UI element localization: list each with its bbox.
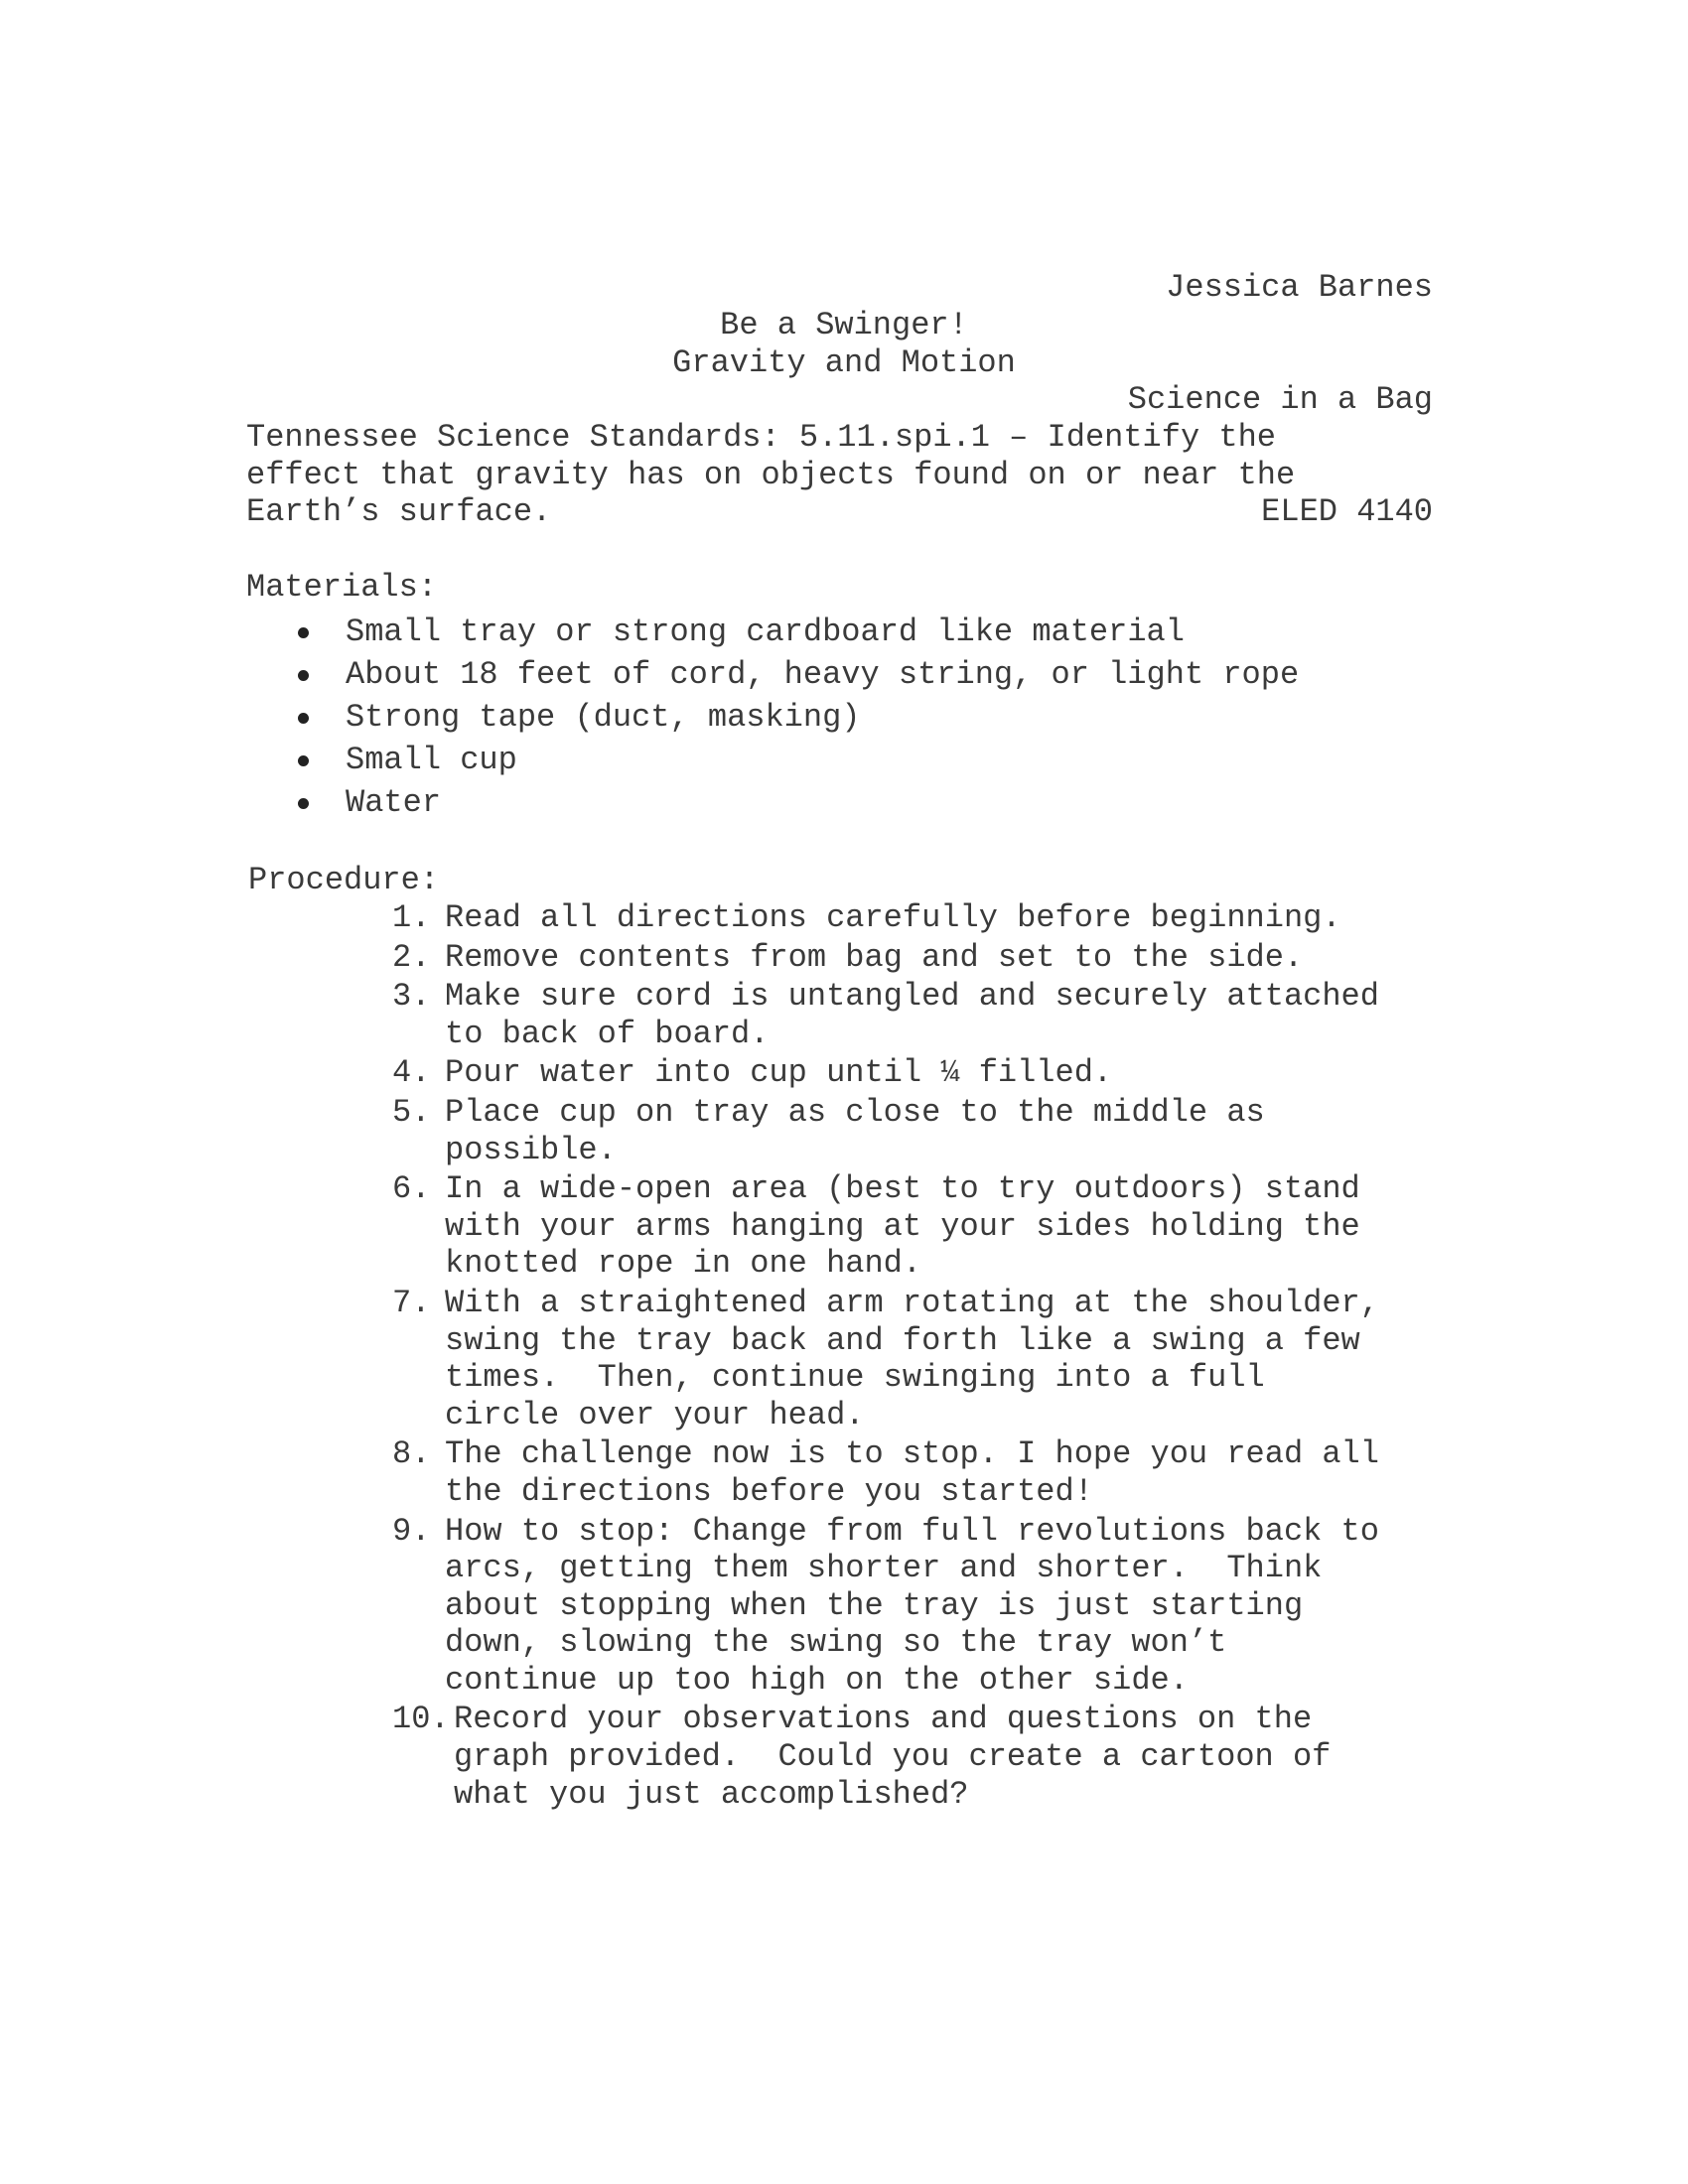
list-item	[246, 611, 1299, 653]
procedure-step	[392, 1435, 1425, 1510]
step-text: Place cup on tray as close to the middle as possible.	[445, 1093, 1265, 1168]
step-text: Record your observations and questions on the graph provided. Could you create a cartoon of what you just accomplished?	[454, 1701, 1332, 1813]
procedure-heading: Procedure:	[248, 862, 440, 898]
procedure-step	[392, 978, 1425, 1052]
step-number: 4.	[392, 1054, 431, 1092]
procedure-step	[392, 1054, 1425, 1092]
procedure-step	[392, 1170, 1425, 1283]
step-number: 9.	[392, 1512, 431, 1550]
step-number: 2.	[392, 938, 431, 976]
bullet-icon	[298, 755, 309, 766]
bullet-icon	[298, 670, 309, 681]
step-text: How to stop: Change from full revolutions back to arcs, getting them shorter and shorter. Think about stopping when the tray is just starting down, slowing the swing so the tray won’t continue up too high on the other side.	[445, 1512, 1379, 1699]
author-name: Jessica Barnes	[1166, 269, 1433, 307]
course-code: ELED 4140	[1261, 492, 1433, 530]
materials-list	[246, 611, 1299, 824]
document-subtitle: Gravity and Motion	[672, 343, 1016, 381]
step-number: 7.	[392, 1284, 431, 1321]
list-item	[246, 781, 1299, 824]
bullet-icon	[298, 713, 309, 724]
procedure-step	[392, 1285, 1425, 1433]
step-text: Pour water into cup until ¼ filled.	[445, 1054, 1113, 1092]
step-text: Make sure cord is untangled and securely attached to back of board.	[445, 978, 1379, 1052]
document-title-block	[0, 307, 1688, 381]
material-label: Small cup	[346, 742, 517, 778]
procedure-step	[392, 1094, 1425, 1168]
science-standards-paragraph: Tennessee Science Standards: 5.11.spi.1 – Identify the effect that gravity has on objects found on or near the Earth’s surface.	[246, 419, 1296, 531]
project-name: Science in a Bag	[1127, 380, 1433, 418]
materials-heading: Materials:	[246, 569, 438, 606]
author-header	[1128, 195, 1433, 606]
step-text: In a wide-open area (best to try outdoors) stand with your arms hanging at your sides holding the knotted rope in one hand.	[445, 1170, 1360, 1283]
step-number: 10.	[392, 1701, 450, 1738]
step-number: 5.	[392, 1093, 431, 1131]
list-item	[246, 696, 1299, 739]
step-text: Remove contents from bag and set to the side.	[445, 938, 1304, 976]
bullet-icon	[298, 798, 309, 809]
list-item	[246, 653, 1299, 696]
step-number: 6.	[392, 1170, 431, 1208]
material-label: Strong tape (duct, masking)	[346, 699, 861, 736]
material-label: Small tray or strong cardboard like material	[346, 614, 1185, 650]
step-number: 3.	[392, 978, 431, 1016]
step-number: 8.	[392, 1435, 431, 1473]
procedure-step	[392, 899, 1425, 937]
material-label: About 18 feet of cord, heavy string, or light rope	[346, 656, 1300, 693]
step-text: With a straightened arm rotating at the shoulder, swing the tray back and forth like a swing a few times. Then, continue swinging into a full circle over your head.	[445, 1284, 1379, 1433]
procedure-list	[392, 899, 1425, 1815]
procedure-step	[392, 1701, 1425, 1813]
step-text: Read all directions carefully before beginning.	[445, 899, 1341, 936]
bullet-icon	[298, 627, 309, 638]
document-title: Be a Swinger!	[720, 307, 968, 343]
procedure-step	[392, 939, 1425, 977]
material-label: Water	[346, 784, 442, 821]
step-number: 1.	[392, 899, 431, 936]
step-text: The challenge now is to stop. I hope you read all the directions before you started!	[445, 1435, 1379, 1510]
list-item	[246, 739, 1299, 781]
procedure-step	[392, 1513, 1425, 1700]
